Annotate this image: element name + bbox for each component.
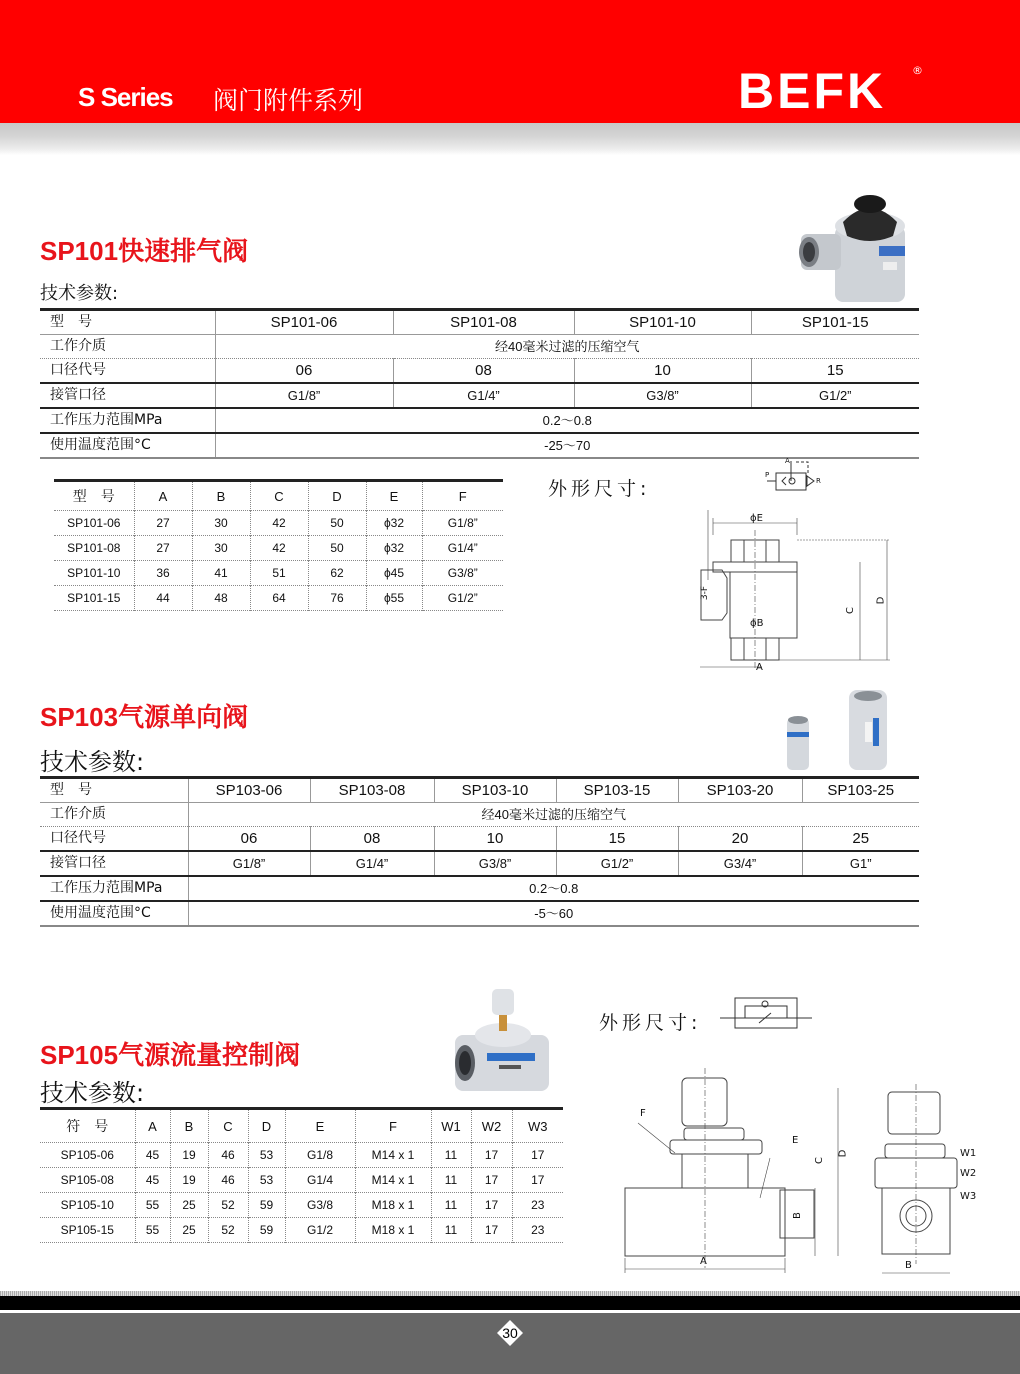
dim-header: B bbox=[192, 481, 250, 511]
dim-label-w2: W2 bbox=[960, 1168, 977, 1179]
dim-cell: 11 bbox=[431, 1168, 471, 1193]
port-cell: G3/8” bbox=[434, 851, 556, 876]
model-cell: SP101-15 bbox=[751, 310, 919, 335]
dim-cell: 11 bbox=[431, 1143, 471, 1168]
dim-cell: M18 x 1 bbox=[355, 1193, 431, 1218]
dim-label-f: 3-F bbox=[700, 585, 711, 601]
model-cell: SP101-06 bbox=[215, 310, 393, 335]
dim-label-b-side: B bbox=[905, 1260, 912, 1271]
dim-cell: 23 bbox=[512, 1193, 563, 1218]
dim-cell: G1/4” bbox=[422, 536, 503, 561]
dim-cell: G1/2 bbox=[285, 1218, 355, 1243]
sp103-spec-table bbox=[40, 776, 919, 927]
dim-cell: 25 bbox=[170, 1218, 208, 1243]
model-cell: SP103-25 bbox=[802, 778, 919, 803]
footer-black-band bbox=[0, 1296, 1020, 1310]
model-cell: SP103-20 bbox=[678, 778, 802, 803]
dim-row bbox=[40, 1218, 563, 1243]
sp101-dimension-table bbox=[54, 479, 503, 611]
dim-row bbox=[54, 586, 503, 611]
port-cell: G1/8” bbox=[188, 851, 310, 876]
port-cell: G1/8” bbox=[215, 383, 393, 408]
label-port: 接管口径 bbox=[50, 387, 106, 403]
label-temp: 使用温度范围°C bbox=[50, 437, 151, 453]
dim-cell: M14 x 1 bbox=[355, 1168, 431, 1193]
dim-header: A bbox=[134, 481, 192, 511]
model-cell: SP105-06 bbox=[60, 1148, 114, 1162]
code-cell: 06 bbox=[188, 827, 310, 852]
code-cell: 06 bbox=[215, 359, 393, 384]
model-cell: SP103-08 bbox=[310, 778, 434, 803]
code-cell: 08 bbox=[310, 827, 434, 852]
medium-value: 经40毫米过滤的压缩空气 bbox=[215, 335, 919, 359]
symbol-port-p: P bbox=[765, 471, 770, 479]
label-medium: 工作介质 bbox=[50, 806, 106, 822]
dim-cell: 64 bbox=[250, 586, 308, 611]
dim-header: F bbox=[355, 1109, 431, 1143]
dim-cell: 19 bbox=[170, 1168, 208, 1193]
dim-cell: 36 bbox=[134, 561, 192, 586]
dim-cell: 46 bbox=[208, 1143, 248, 1168]
dim-header: C bbox=[208, 1109, 248, 1143]
dim-cell: 17 bbox=[471, 1168, 512, 1193]
dim-header: B bbox=[170, 1109, 208, 1143]
header-gradient bbox=[0, 123, 1020, 155]
spec-row-model bbox=[40, 310, 919, 335]
sp101-params-label: 技术参数: bbox=[40, 283, 119, 304]
dim-cell: 11 bbox=[431, 1193, 471, 1218]
dim-header: W2 bbox=[471, 1109, 512, 1143]
sp101-title: SP101快速排气阀 bbox=[40, 236, 249, 266]
dim-cell: 59 bbox=[248, 1218, 285, 1243]
dim-cell: 55 bbox=[135, 1193, 170, 1218]
model-cell: SP103-15 bbox=[556, 778, 678, 803]
code-cell: 15 bbox=[556, 827, 678, 852]
model-cell: SP101-10 bbox=[574, 310, 751, 335]
sp105-product-image bbox=[447, 985, 557, 1095]
registered-mark: ® bbox=[912, 64, 923, 77]
sp101-spec-table bbox=[40, 308, 919, 459]
model-cell: SP101-06 bbox=[67, 516, 121, 530]
model-cell: SP105-15 bbox=[60, 1223, 114, 1237]
dim-header: W1 bbox=[431, 1109, 471, 1143]
page-number: 30 bbox=[502, 1325, 518, 1341]
dim-cell: 46 bbox=[208, 1168, 248, 1193]
dim-label-w1: W1 bbox=[960, 1148, 977, 1159]
pressure-value: 0.2～0.8 bbox=[188, 876, 919, 901]
dim-label-d: D bbox=[875, 596, 887, 605]
port-cell: G3/4” bbox=[678, 851, 802, 876]
pressure-value: 0.2～0.8 bbox=[215, 408, 919, 433]
sp101-outline-label: 外形尺寸: bbox=[548, 478, 651, 500]
model-cell: SP101-15 bbox=[67, 591, 121, 605]
sp105-params-label: 技术参数: bbox=[40, 1079, 145, 1107]
dim-cell: ϕ32 bbox=[366, 511, 422, 536]
dim-cell: 11 bbox=[431, 1218, 471, 1243]
dim-label-b: ϕB bbox=[750, 618, 764, 629]
dim-label-f: F bbox=[640, 1108, 646, 1119]
dim-cell: G3/8” bbox=[422, 561, 503, 586]
series-title: S Series bbox=[78, 82, 173, 112]
dim-label-a: A bbox=[700, 1256, 707, 1267]
dim-cell: 45 bbox=[135, 1168, 170, 1193]
port-cell: G1/4” bbox=[393, 383, 574, 408]
label-medium: 工作介质 bbox=[50, 338, 106, 354]
model-cell: SP101-10 bbox=[67, 566, 121, 580]
dim-label-a: A bbox=[756, 662, 763, 673]
model-cell: SP101-08 bbox=[393, 310, 574, 335]
dim-cell: 52 bbox=[208, 1193, 248, 1218]
label-pressure: 工作压力范围MPa bbox=[50, 880, 163, 896]
port-cell: G1” bbox=[802, 851, 919, 876]
dim-cell: ϕ45 bbox=[366, 561, 422, 586]
dim-cell: 55 bbox=[135, 1218, 170, 1243]
dim-header: 符 号 bbox=[66, 1119, 109, 1135]
dim-cell: G3/8 bbox=[285, 1193, 355, 1218]
spec-row-port bbox=[40, 851, 919, 876]
spec-row-code bbox=[40, 359, 919, 384]
dim-cell: M14 x 1 bbox=[355, 1143, 431, 1168]
dim-header: C bbox=[250, 481, 308, 511]
spec-row-temp bbox=[40, 901, 919, 926]
dim-header: E bbox=[366, 481, 422, 511]
dim-label-w3: W3 bbox=[960, 1191, 977, 1202]
dim-header: A bbox=[135, 1109, 170, 1143]
symbol-port-a: A bbox=[785, 457, 790, 465]
sp101-product-image bbox=[795, 186, 920, 304]
sp105-flow-symbol bbox=[715, 996, 825, 1031]
symbol-port-r: R bbox=[816, 477, 821, 485]
temp-value: -5～60 bbox=[188, 901, 919, 926]
dim-cell: 50 bbox=[308, 536, 366, 561]
dim-cell: ϕ55 bbox=[366, 586, 422, 611]
label-code: 口径代号 bbox=[50, 830, 106, 846]
dim-cell: 45 bbox=[135, 1143, 170, 1168]
port-cell: G3/8” bbox=[574, 383, 751, 408]
dim-label-d: D bbox=[837, 1149, 849, 1158]
sp101-pneumatic-symbol bbox=[762, 457, 832, 497]
brand-logo: BEFK bbox=[738, 63, 887, 119]
spec-row-medium bbox=[40, 803, 919, 827]
dim-header-row bbox=[40, 1109, 563, 1143]
dim-row bbox=[54, 536, 503, 561]
spec-row-pressure bbox=[40, 408, 919, 433]
sp105-outline-label: 外形尺寸: bbox=[599, 1012, 702, 1034]
code-cell: 20 bbox=[678, 827, 802, 852]
code-cell: 15 bbox=[751, 359, 919, 384]
sp105-title: SP105气源流量控制阀 bbox=[40, 1040, 301, 1070]
dim-header-row bbox=[54, 481, 503, 511]
label-model: 型 号 bbox=[50, 782, 92, 798]
port-cell: G1/2” bbox=[751, 383, 919, 408]
dim-cell: 62 bbox=[308, 561, 366, 586]
spec-row-temp bbox=[40, 433, 919, 458]
dim-label-e: ϕE bbox=[750, 513, 763, 524]
model-cell: SP105-08 bbox=[60, 1173, 114, 1187]
sp103-params-label: 技术参数: bbox=[40, 748, 145, 776]
model-cell: SP105-10 bbox=[60, 1198, 114, 1212]
dim-cell: 17 bbox=[471, 1143, 512, 1168]
code-cell: 10 bbox=[574, 359, 751, 384]
model-cell: SP103-06 bbox=[188, 778, 310, 803]
dim-cell: M18 x 1 bbox=[355, 1218, 431, 1243]
dim-row bbox=[40, 1143, 563, 1168]
dim-cell: 17 bbox=[512, 1143, 563, 1168]
sp103-title: SP103气源单向阀 bbox=[40, 702, 249, 732]
dim-header: D bbox=[308, 481, 366, 511]
dim-cell: G1/2” bbox=[422, 586, 503, 611]
dim-label-e: E bbox=[792, 1135, 799, 1146]
dim-cell: 42 bbox=[250, 536, 308, 561]
dim-cell: 17 bbox=[471, 1218, 512, 1243]
dim-cell: 52 bbox=[208, 1218, 248, 1243]
port-cell: G1/2” bbox=[556, 851, 678, 876]
label-pressure: 工作压力范围MPa bbox=[50, 412, 163, 428]
dim-cell: 23 bbox=[512, 1218, 563, 1243]
dim-cell: 59 bbox=[248, 1193, 285, 1218]
dim-cell: 50 bbox=[308, 511, 366, 536]
label-port: 接管口径 bbox=[50, 855, 106, 871]
spec-row-port bbox=[40, 383, 919, 408]
dim-cell: 19 bbox=[170, 1143, 208, 1168]
dim-cell: 76 bbox=[308, 586, 366, 611]
spec-row-medium bbox=[40, 335, 919, 359]
dim-label-b: B bbox=[791, 1212, 803, 1219]
sp105-dimension-table bbox=[40, 1107, 563, 1243]
spec-row-code bbox=[40, 827, 919, 852]
code-cell: 08 bbox=[393, 359, 574, 384]
medium-value: 经40毫米过滤的压缩空气 bbox=[188, 803, 919, 827]
dim-row bbox=[54, 561, 503, 586]
dim-cell: G1/4 bbox=[285, 1168, 355, 1193]
temp-value: -25～70 bbox=[215, 433, 919, 458]
category-title: 阀门附件系列 bbox=[213, 86, 364, 115]
dim-cell: 17 bbox=[512, 1168, 563, 1193]
dim-label-c: C bbox=[813, 1157, 825, 1164]
dim-header: 型 号 bbox=[72, 489, 115, 505]
dim-cell: 51 bbox=[250, 561, 308, 586]
dim-row bbox=[54, 511, 503, 536]
dim-cell: 27 bbox=[134, 511, 192, 536]
code-cell: 25 bbox=[802, 827, 919, 852]
model-cell: SP101-08 bbox=[67, 541, 121, 555]
dim-cell: G1/8 bbox=[285, 1143, 355, 1168]
label-temp: 使用温度范围°C bbox=[50, 905, 151, 921]
dim-body bbox=[54, 511, 503, 611]
dim-label-c: C bbox=[844, 607, 856, 614]
dim-row bbox=[40, 1168, 563, 1193]
code-cell: 10 bbox=[434, 827, 556, 852]
spec-row-pressure bbox=[40, 876, 919, 901]
label-code: 口径代号 bbox=[50, 362, 106, 378]
dim-cell: 25 bbox=[170, 1193, 208, 1218]
dim-cell: 27 bbox=[134, 536, 192, 561]
dim-cell: ϕ32 bbox=[366, 536, 422, 561]
dim-cell: 53 bbox=[248, 1143, 285, 1168]
dim-body bbox=[40, 1143, 563, 1243]
dim-header: F bbox=[422, 481, 503, 511]
dim-cell: 30 bbox=[192, 511, 250, 536]
spec-row-model bbox=[40, 778, 919, 803]
sp103-product-image bbox=[785, 684, 895, 774]
dim-cell: 44 bbox=[134, 586, 192, 611]
sp101-outline-drawing bbox=[700, 510, 900, 680]
dim-header: D bbox=[248, 1109, 285, 1143]
label-model: 型 号 bbox=[50, 314, 92, 330]
dim-cell: 53 bbox=[248, 1168, 285, 1193]
dim-cell: 30 bbox=[192, 536, 250, 561]
dim-cell: 48 bbox=[192, 586, 250, 611]
sp105-outline-drawing bbox=[620, 1048, 977, 1288]
dim-cell: 41 bbox=[192, 561, 250, 586]
dim-header: E bbox=[285, 1109, 355, 1143]
dim-header: W3 bbox=[512, 1109, 563, 1143]
port-cell: G1/4” bbox=[310, 851, 434, 876]
dim-cell: 42 bbox=[250, 511, 308, 536]
dim-cell: 17 bbox=[471, 1193, 512, 1218]
model-cell: SP103-10 bbox=[434, 778, 556, 803]
dim-row bbox=[40, 1193, 563, 1218]
dim-cell: G1/8” bbox=[422, 511, 503, 536]
